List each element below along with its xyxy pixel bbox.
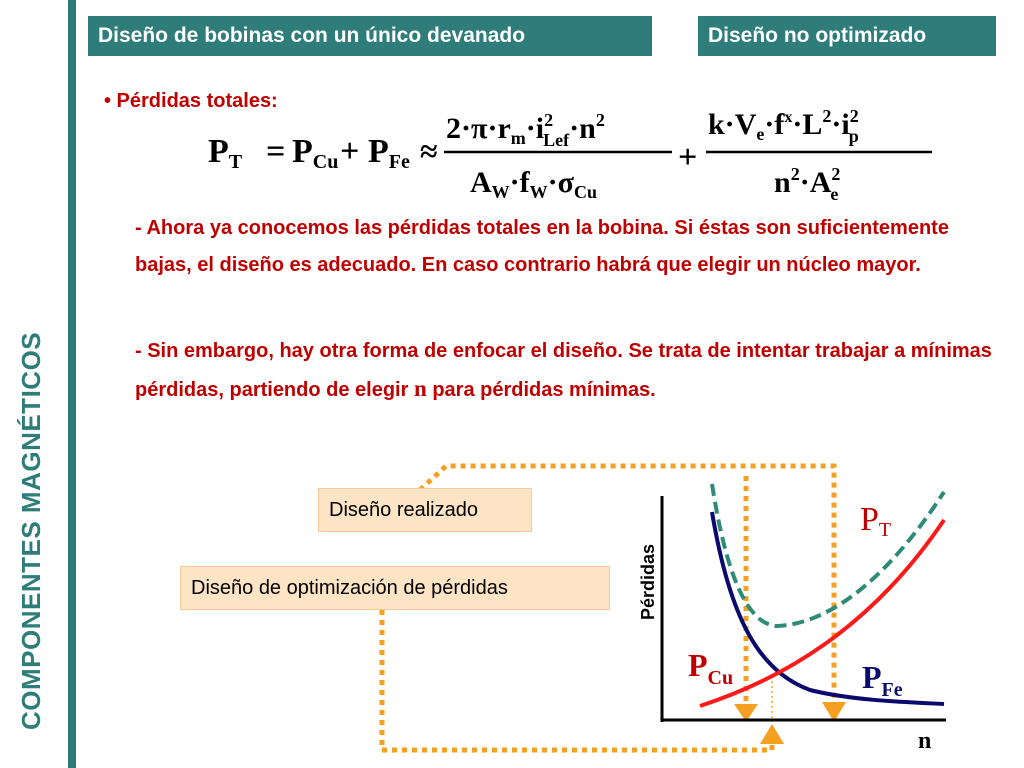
plot-y-label: Pérdidas <box>638 543 658 620</box>
paragraph-total-losses: - Ahora ya conocemos las pérdidas totales en la bobina. Si éstas son suficientemente bajas, el diseño es adecuado. En caso contrario habrá que elegir un núcleo mayor. <box>135 217 949 276</box>
svg-text:n2·A2e: $n^2\cdot A^2$ e <box>774 164 841 204</box>
header-left-title: Diseño de bobinas con un único devanado <box>88 16 652 56</box>
label-pfe: $P_{Fe}$ <box>862 659 903 701</box>
variable-n: n <box>413 376 427 401</box>
paragraph-min-losses-text: - Sin embargo, hay otra forma de enfocar el diseño. Se trata de intentar trabajar a mínimas pérdidas, partiendo de elegir <box>135 340 992 401</box>
formula-plus: + <box>678 139 698 176</box>
svg-text:k·Ve·fx·L2·i2p: $k\cdot V_e\cdot f^x\cdot L^2\cdot i^2$ p <box>708 106 859 146</box>
svg-text:≈: ≈ <box>420 133 438 169</box>
svg-text:+: + <box>340 133 360 170</box>
svg-text:2·π·rm·i2Lef·n2: $2\cdot\pi\cdot r_m\cdot i^2$ $Lef\cdot n^2$ <box>446 110 605 150</box>
sidebar-title: COMPONENTES MAGNÉTICOS <box>16 331 46 730</box>
formula-lhs <box>208 133 438 173</box>
label-pt: PT <box>860 501 892 541</box>
svg-text:PFe: PFe <box>368 133 410 173</box>
label-pcu: $P_{Cu}$ <box>688 647 734 689</box>
svg-text:PT: PT <box>208 133 243 173</box>
section-bullet: • Pérdidas totales: <box>104 90 278 112</box>
svg-text:PCu: PCu <box>292 133 339 173</box>
arrow-optimizacion <box>760 724 784 744</box>
label-diseno-realizado: Diseño realizado <box>318 488 532 532</box>
loss-formula <box>208 92 948 212</box>
formula-fraction-1 <box>444 110 672 202</box>
paragraph-min-losses-end: para pérdidas mínimas. <box>426 379 656 401</box>
svg-text:=: = <box>266 133 286 170</box>
formula-fraction-2 <box>706 106 932 204</box>
header-right-title: Diseño no optimizado <box>698 16 996 56</box>
svg-text:AW·fW·σCu: $A_W\cdot f_W\cdot\sigma_{Cu}$ <box>470 166 598 202</box>
curve-pt <box>712 484 944 626</box>
plot-x-label: n <box>918 728 932 754</box>
label-diseno-optimizacion: Diseño de optimización de pérdidas <box>180 566 610 610</box>
paragraph-min-losses <box>135 333 995 409</box>
